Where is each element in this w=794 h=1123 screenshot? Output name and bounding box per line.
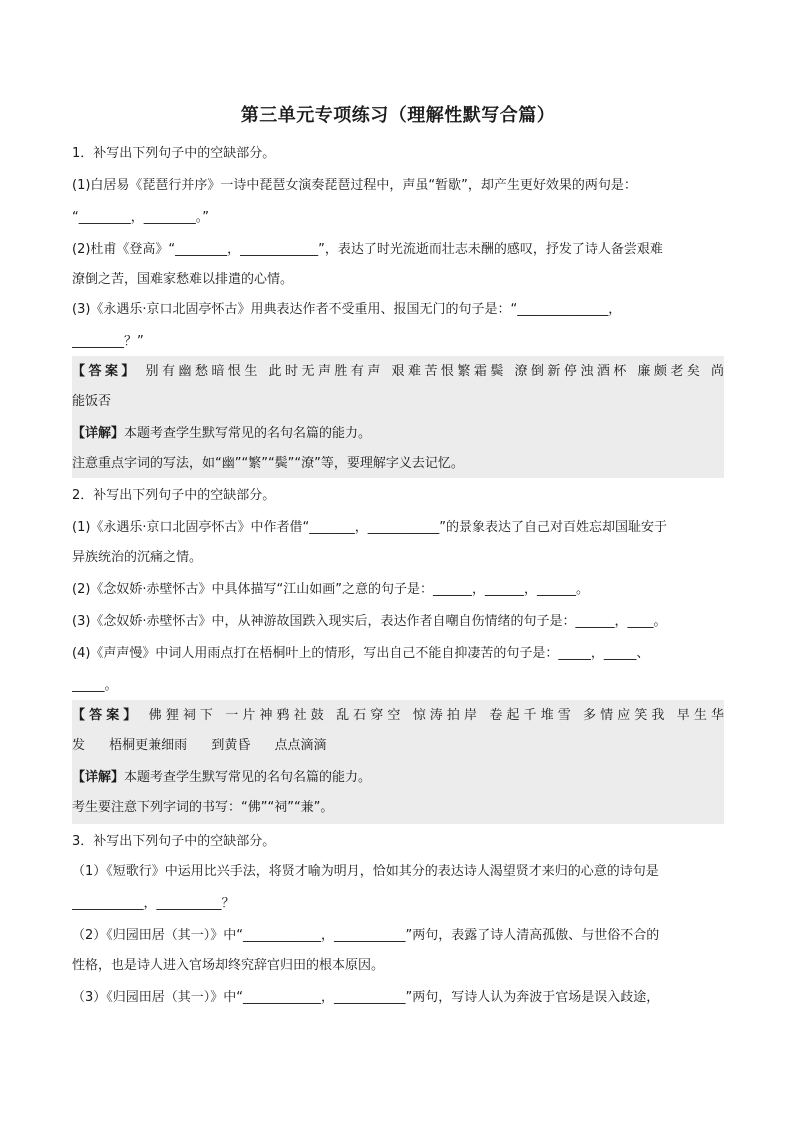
detail-row: [72, 768, 724, 788]
answer-item: 此时无声胜有声: [268, 364, 384, 379]
answer-box-2: [72, 700, 724, 824]
question-2-heading: 2．补写出下列句子中的空缺部分。: [72, 488, 276, 503]
question-1-part-1: (1)白居易《琵琶行并序》一诗中琵琶女演奏琵琶过程中，声虽“暂歇”，却产生更好效果的两句是：: [72, 178, 637, 193]
answer-item: 惊涛拍岸: [412, 708, 482, 723]
question-1-part-3: (3)《永遇乐·京口北固亭怀古》用典表达作者不受重用、报国无门的句子是：“______________，: [72, 302, 622, 317]
question-1-part-1-blanks: “________，________。”: [72, 210, 209, 225]
answer-box-1: [72, 356, 724, 478]
detail-label: 【详解】: [72, 426, 125, 441]
answer-row-1: [72, 362, 724, 382]
question-1-heading: 1．补写出下列句子中的空缺部分。: [72, 146, 276, 161]
answer-item: 点点滴滴: [274, 738, 327, 753]
detail-note: 注意重点字词的写法，如“幽”“繁”“鬓”“潦”等，要理解字义去记忆。: [72, 456, 464, 471]
answer-item: 尚: [710, 364, 724, 379]
question-2-part-1-cont: 异族统治的沉痛之情。: [72, 550, 203, 565]
question-3-part-1-blanks: ___________，__________？: [72, 896, 235, 911]
question-2-part-3: (3)《念奴娇·赤壁怀古》中，从神游故国跌入现实后，表达作者自嘲自伤情绪的句子是：______，____。: [72, 614, 667, 629]
page-title: 第三单元专项练习（理解性默写合篇）: [240, 105, 556, 126]
answer-item: 多情应笑我: [583, 708, 669, 723]
detail-text: 本题考查学生默写常见的名句名篇的能力。: [124, 426, 372, 441]
answer-item: 潦倒新停浊酒杯: [514, 364, 630, 379]
answer-item: 佛狸祠下: [148, 708, 218, 723]
detail-row: [72, 424, 724, 444]
answer-item: 乱石穿空: [336, 708, 405, 723]
question-3-part-1: （1）《短歌行》中运用比兴手法，将贤才喻为明月，恰如其分的表达诗人渴望贤才来归的心意的诗句是: [72, 864, 659, 879]
question-3-part-2: （2）《归园田居（其一）》中“____________，___________”两句，表露了诗人清高孤傲、与世俗不合的: [72, 928, 660, 943]
answer-item: 梧桐更兼细雨: [109, 738, 188, 753]
question-1-part-2-cont: 潦倒之苦，国难家愁难以排遣的心情。: [72, 272, 294, 287]
question-3-heading: 3．补写出下列句子中的空缺部分。: [72, 834, 276, 849]
question-2-part-2: (2)《念奴娇·赤壁怀古》中具体描写“江山如画”之意的句子是：______，______，______。: [72, 582, 590, 597]
detail-label: 【详解】: [72, 770, 125, 785]
answer-item: 卷起千堆雪: [489, 708, 575, 723]
answer-label: 【答案】: [72, 364, 138, 379]
answer-item: 到黄昏: [211, 738, 251, 753]
question-2-part-1: (1)《永遇乐·京口北固亭怀古》中作者借“_______，___________”的景象表达了自己对百姓忘却国耻安于: [72, 520, 668, 535]
answer-item: 早生华: [676, 708, 724, 723]
answer-item: 一片神鸦社鼓: [225, 708, 328, 723]
answer-label: 【答案】: [72, 708, 141, 723]
answer-item: 廉颇老矣: [637, 364, 704, 379]
answer-row-1: [72, 706, 724, 726]
question-2-part-4: (4)《声声慢》中词人用雨点打在梧桐叶上的情形，写出自己不能自抑凄苦的句子是：_____，_____、: [72, 646, 650, 661]
detail-text: 本题考查学生默写常见的名句名篇的能力。: [124, 770, 372, 785]
answer-item: 别有幽愁暗恨生: [145, 364, 261, 379]
question-3-part-2-cont: 性格，也是诗人进入官场却终究辞官归田的根本原因。: [72, 958, 385, 973]
answer-row-2: 能饭否: [72, 394, 112, 409]
answer-row-2: [72, 736, 724, 756]
question-2-part-4-blank: _____。: [72, 678, 118, 693]
question-3-part-3: （3）《归园田居（其一）》中“____________，___________”两句，写诗人认为奔波于官场是误入歧途，: [72, 990, 660, 1005]
question-1-part-3-blanks: ________？”: [72, 334, 144, 349]
answer-item: 艰难苦恨繁霜鬓: [391, 364, 507, 379]
detail-note: 考生要注意下列字词的书写：“佛”“祠”“兼”。: [72, 800, 334, 815]
answer-item: 发: [72, 738, 86, 753]
question-1-part-2: (2)杜甫《登高》“________，____________”，表达了时光流逝而壮志未酬的感叹，抒发了诗人备尝艰难: [72, 242, 663, 257]
